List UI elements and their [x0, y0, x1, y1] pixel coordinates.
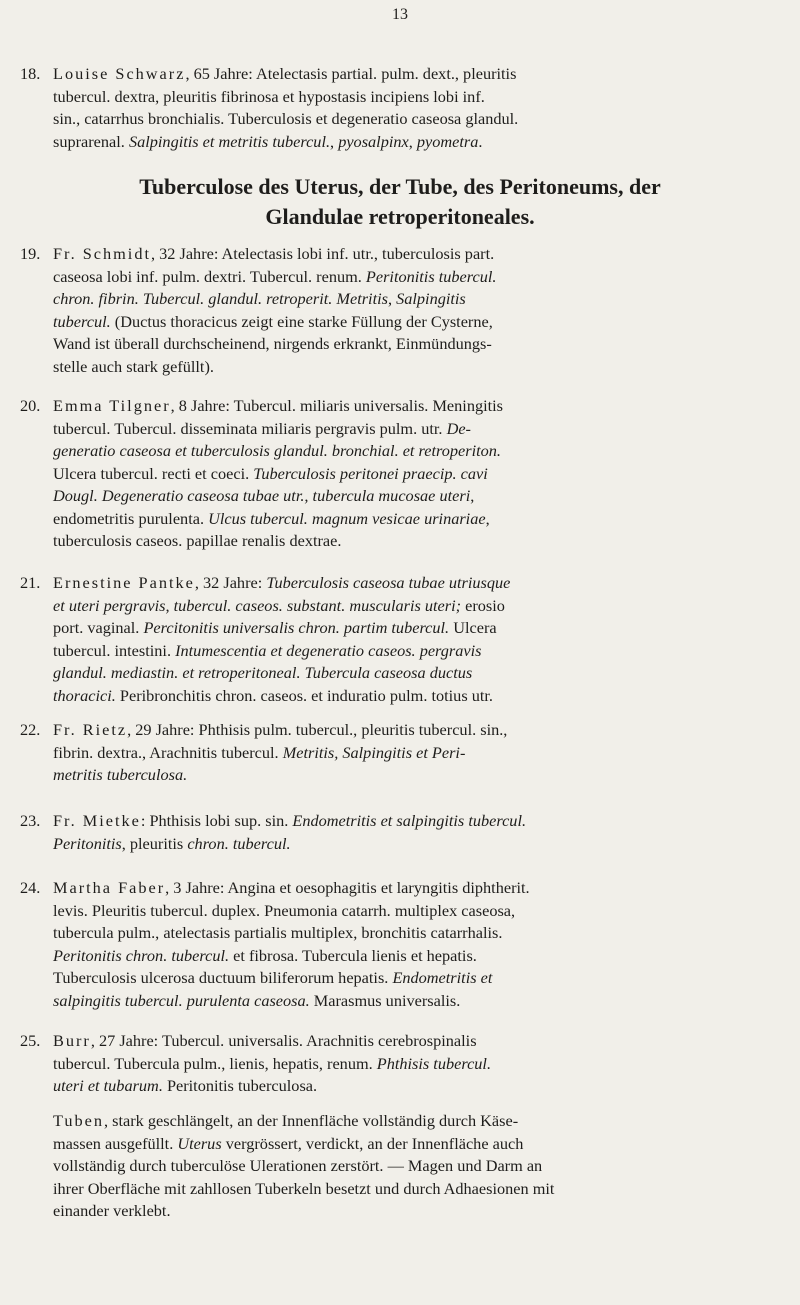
text-line — [53, 1053, 782, 1076]
text-run: , 32 Jahre: — [194, 573, 267, 592]
case-text — [53, 395, 782, 553]
text-line — [53, 1075, 782, 1098]
italic-diagnosis: Uterus — [177, 1133, 222, 1153]
text-run: : Phthisis lobi sup. sin. — [140, 811, 293, 830]
text-line — [53, 86, 782, 109]
text-line — [53, 662, 782, 685]
text-line — [53, 333, 782, 356]
case-number: 22. — [20, 720, 41, 739]
case-text — [53, 719, 782, 787]
text-run: Peritonitis tuberculosa. — [162, 1076, 318, 1095]
text-run: (Ductus thoracicus zeigt eine starke Füllung der Cysterne, — [110, 311, 493, 331]
text-run: , 8 Jahre: Tubercul. miliaris universalis. Meningitis — [170, 396, 504, 415]
text-run: Ulcera tubercul. recti et coeci. — [53, 463, 254, 483]
section-heading-line-1: Tuberculose des Uterus, der Tube, des Peritoneums, der — [139, 174, 661, 199]
text-line — [53, 967, 782, 990]
case-entry-20 — [20, 395, 782, 553]
text-run: endometritis purulenta. — [53, 508, 209, 528]
text-line — [53, 463, 782, 486]
person-name: Martha Faber — [53, 878, 166, 897]
text-run: Peribronchitis chron. caseos. et induratio pulm. totius utr. — [115, 685, 493, 705]
case-text — [53, 572, 782, 707]
italic-diagnosis: salpingitis tubercul. purulenta caseosa. — [53, 990, 310, 1010]
case-number: 24. — [20, 878, 41, 897]
text-run: Tuberculosis ulcerosa ductuum biliferorum hepatis. — [53, 968, 393, 987]
text-run: , pleuritis — [121, 833, 188, 853]
text-run: , — [470, 486, 475, 505]
italic-diagnosis: Endometritis et salpingitis tubercul. — [292, 811, 527, 830]
italic-diagnosis: Peritonitis chron. tubercul. — [53, 945, 230, 965]
text-line — [53, 395, 782, 418]
text-run: , 27 Jahre: Tubercul. universalis. Arachnitis cerebrospinalis — [90, 1031, 477, 1050]
text-line — [53, 764, 782, 787]
text-line — [53, 108, 782, 131]
text-line — [53, 945, 782, 968]
text-line — [53, 63, 782, 86]
italic-diagnosis: Percitonitis universalis chron. partim tubercul. — [143, 618, 450, 637]
text-run: et fibrosa. Tubercula lienis et hepatis. — [229, 945, 477, 965]
text-line — [53, 243, 782, 266]
case-text — [53, 63, 782, 153]
text-run: Marasmus universalis. — [309, 990, 461, 1010]
text-line — [53, 288, 782, 311]
text-run: , 65 Jahre: Atelectasis partial. pulm. dext., pleuritis — [185, 64, 517, 83]
case-entry-19 — [20, 243, 782, 378]
italic-diagnosis: Dougl. Degeneratio caseosa tubae utr., tubercula mucosae uteri — [53, 486, 471, 505]
person-name: Fr. Mietke — [53, 811, 141, 830]
text-line — [53, 356, 782, 379]
person-name: Tuben — [53, 1111, 105, 1130]
case-number: 19. — [20, 244, 41, 263]
section-heading — [0, 172, 800, 232]
closing-paragraph — [53, 1110, 783, 1223]
italic-diagnosis: chron. fibrin. Tubercul. glandul. retroperit. Metritis — [53, 289, 388, 308]
case-text — [53, 810, 782, 855]
person-name: Emma Tilgner — [53, 396, 171, 415]
text-run: , stark geschlängelt, an der Innenfläche vollständig durch Käse- — [104, 1111, 519, 1130]
text-run: stelle auch stark gefüllt). — [53, 356, 214, 376]
text-run: , 32 Jahre: Atelectasis lobi inf. utr., tuberculosis part. — [151, 244, 495, 263]
person-name: Ernestine Pantke — [53, 573, 195, 592]
text-line — [53, 572, 782, 595]
italic-diagnosis: Phthisis tubercul. — [376, 1053, 492, 1073]
text-run: suprarenal. — [53, 131, 129, 151]
text-run: , — [387, 289, 397, 308]
text-run: Ulcera — [449, 618, 497, 637]
italic-diagnosis: pyometra — [416, 131, 479, 151]
text-line — [53, 1155, 783, 1178]
italic-diagnosis: Metritis, Salpingitis et Peri- — [282, 742, 466, 762]
text-line — [53, 719, 782, 742]
text-run: , — [408, 131, 417, 151]
text-line — [53, 1200, 783, 1223]
case-entry-22 — [20, 719, 782, 787]
text-line — [53, 595, 782, 618]
section-heading-line-2: Glandulae retroperitoneales. — [265, 204, 535, 229]
italic-diagnosis: De- — [446, 418, 471, 438]
case-entry-23 — [20, 810, 782, 855]
text-line — [53, 440, 782, 463]
person-name: Burr — [53, 1031, 91, 1050]
case-number: 25. — [20, 1031, 41, 1050]
text-run: tubercul. dextra, pleuritis fibrinosa et hypostasis incipiens lobi inf. — [53, 86, 485, 106]
italic-diagnosis: pyosalpinx — [338, 131, 409, 151]
italic-diagnosis: glandul. mediastin. et retroperitoneal. Tubercula caseosa ductus — [53, 663, 473, 682]
italic-diagnosis: generatio caseosa et tuberculosis glandul. bronchial. et retroperiton. — [53, 441, 501, 460]
case-number: 18. — [20, 64, 41, 83]
italic-diagnosis: et uteri pergravis, tubercul. caseos. substant. muscularis uteri; — [53, 595, 462, 615]
text-run: tubercula pulm., atelectasis partialis multiplex, bronchitis catarrhalis. — [53, 923, 503, 942]
text-line — [53, 640, 782, 663]
text-line — [53, 1178, 783, 1201]
text-run: erosio — [461, 595, 505, 615]
text-run: ihrer Oberfläche mit zahllosen Tuberkeln besetzt und durch Adhaesionen mit — [53, 1178, 555, 1198]
italic-diagnosis: Tuberculosis peritonei praecip. cavi — [253, 463, 488, 483]
case-entry-24 — [20, 877, 782, 1012]
text-line — [53, 266, 782, 289]
text-run: Wand ist überall durchscheinend, nirgends erkrankt, Einmündungs- — [53, 334, 492, 353]
italic-diagnosis: Peritonitis tubercul. — [365, 266, 497, 286]
text-line — [53, 742, 782, 765]
italic-diagnosis: tubercul. — [53, 311, 111, 331]
italic-diagnosis: Salpingitis — [396, 289, 466, 308]
italic-diagnosis: metritis tuberculosa. — [53, 765, 188, 784]
case-text — [53, 1030, 782, 1098]
text-run: einander verklebt. — [53, 1201, 171, 1220]
case-number: 23. — [20, 811, 41, 830]
text-line — [53, 1030, 782, 1053]
text-run: , 3 Jahre: Angina et oesophagitis et laryngitis diphtherit. — [165, 878, 530, 897]
text-run: port. vaginal. — [53, 618, 144, 637]
person-name: Fr. Rietz — [53, 720, 128, 739]
text-line — [53, 1133, 783, 1156]
text-run: massen ausgefüllt. — [53, 1133, 178, 1153]
text-run: fibrin. dextra., Arachnitis tubercul. — [53, 742, 283, 762]
text-run: levis. Pleuritis tubercul. duplex. Pneumonia catarrh. multiplex caseosa, — [53, 900, 516, 920]
text-run: tubercul. Tubercul. disseminata miliaris pergravis pulm. utr. — [53, 418, 447, 438]
italic-diagnosis: chron. tubercul. — [187, 833, 291, 853]
text-run: , — [330, 131, 339, 151]
text-run: sin., catarrhus bronchialis. Tuberculosis et degeneratio caseosa glandul. — [53, 109, 519, 128]
text-run: tubercul. intestini. — [53, 640, 176, 660]
text-line — [53, 833, 782, 856]
text-run: , — [485, 508, 490, 528]
italic-diagnosis: Intumescentia et degeneratio caseos. pergravis — [175, 640, 482, 660]
italic-diagnosis: Endometritis et — [392, 968, 493, 987]
case-entry-18 — [20, 63, 782, 153]
case-text — [53, 243, 782, 378]
text-line — [53, 877, 782, 900]
text-line — [53, 530, 782, 553]
text-line — [53, 617, 782, 640]
text-run: . — [478, 131, 483, 151]
text-run: vergrössert, verdickt, an der Innenfläche auch — [221, 1133, 524, 1153]
page-number: 13 — [392, 6, 408, 23]
text-line — [53, 922, 782, 945]
text-line — [53, 418, 782, 441]
text-run: tubercul. Tubercula pulm., lienis, hepatis, renum. — [53, 1053, 377, 1073]
text-line — [53, 810, 782, 833]
case-number: 20. — [20, 396, 41, 415]
text-line — [53, 131, 782, 154]
text-line — [53, 508, 782, 531]
case-number: 21. — [20, 573, 41, 592]
italic-diagnosis: Ulcus tubercul. magnum vesicae urinariae — [208, 508, 486, 528]
text-line — [53, 485, 782, 508]
case-entry-21 — [20, 572, 782, 707]
text-line — [53, 990, 782, 1013]
person-name: Louise Schwarz — [53, 64, 186, 83]
text-run: caseosa lobi inf. pulm. dextri. Tubercul. renum. — [53, 266, 366, 286]
italic-diagnosis: thoracici. — [53, 685, 116, 705]
italic-diagnosis: Peritonitis — [53, 833, 122, 853]
text-line — [53, 311, 782, 334]
text-run: , 29 Jahre: Phthisis pulm. tubercul., pleuritis tubercul. sin., — [127, 720, 508, 739]
text-run: vollständig durch tuberculöse Ulerationen zerstört. — Magen und Darm an — [53, 1156, 543, 1175]
italic-diagnosis: Tuberculosis caseosa tubae utriusque — [266, 573, 511, 592]
text-line — [53, 1110, 783, 1133]
text-line — [53, 900, 782, 923]
person-name: Fr. Schmidt — [53, 244, 151, 263]
italic-diagnosis: uteri et tubarum. — [53, 1076, 163, 1095]
case-text — [53, 877, 782, 1012]
text-run: tuberculosis caseos. papillae renalis dextrae. — [53, 531, 342, 550]
case-entry-25 — [20, 1030, 782, 1098]
italic-diagnosis: Salpingitis et metritis tubercul. — [128, 131, 331, 151]
text-line — [53, 685, 782, 708]
